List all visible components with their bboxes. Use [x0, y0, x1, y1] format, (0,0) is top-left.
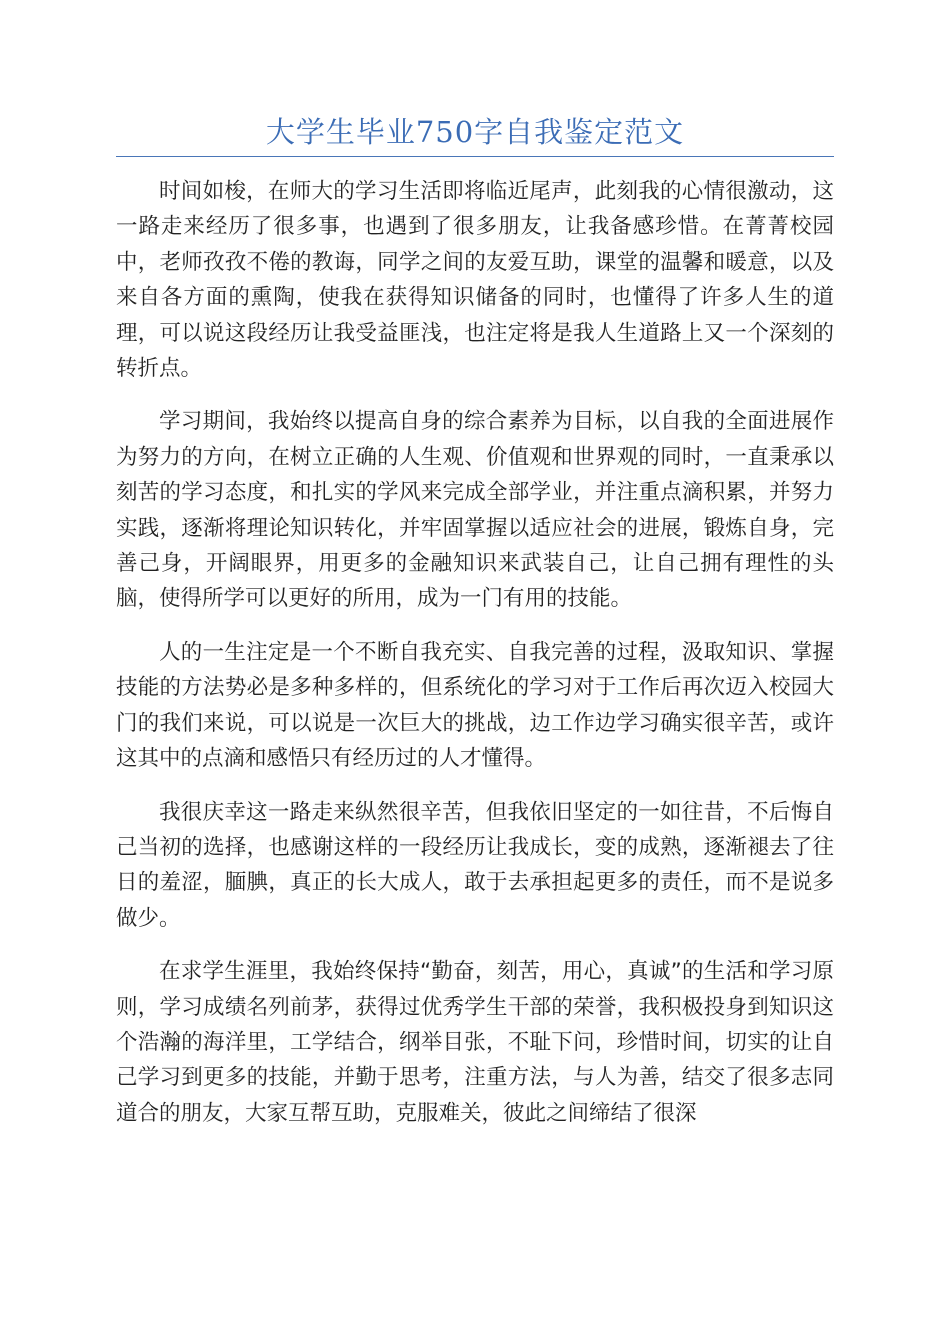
paragraph-2: 学习期间，我始终以提高自身的综合素养为目标，以自我的全面进展作为努力的方向，在树立正确的人生观、价值观和世界观的同时，一直秉承以刻苦的学习态度，和扎实的学风来完成全部学业，并注重点滴积累，并努力实践，逐渐将理论知识转化，并牢固掌握以适应社会的进展，锻炼自身，完善己身，开阔眼界，用更多的金融知识来武装自己，让自己拥有理性的头脑，使得所学可以更好的所用，成为一门有用的技能。 [116, 409, 834, 612]
title-block [116, 108, 834, 157]
document-body [116, 174, 834, 1149]
paragraph-1: 时间如梭，在师大的学习生活即将临近尾声，此刻我的心情很激动，这一路走来经历了很多事，也遇到了很多朋友，让我备感珍惜。在菁菁校园中，老师孜孜不倦的教诲，同学之间的友爱互助，课堂的温馨和暖意，以及来自各方面的熏陶，使我在获得知识储备的同时，也懂得了许多人生的道理，可以说这段经历让我受益匪浅，也注定将是我人生道路上又一个深刻的转折点。 [116, 179, 834, 382]
paragraph-4: 我很庆幸这一路走来纵然很辛苦，但我依旧坚定的一如往昔，不后悔自己当初的选择，也感谢这样的一段经历让我成长，变的成熟，逐渐褪去了往日的羞涩，腼腆，真正的长大成人，敢于去承担起更多的责任，而不是说多做少。 [116, 799, 834, 931]
paragraph-3: 人的一生注定是一个不断自我充实、自我完善的过程，汲取知识、掌握技能的方法势必是多种多样的，但系统化的学习对于工作后再次迈入校园大门的我们来说，可以说是一次巨大的挑战，边工作边学习确实很辛苦，或许这其中的点滴和感悟只有经历过的人才懂得。 [116, 639, 834, 772]
paragraph-5: 在求学生涯里，我始终保持“勤奋，刻苦，用心，真诚”的生活和学习原则，学习成绩名列前茅，获得过优秀学生干部的荣誉，我积极投身到知识这个浩瀚的海洋里，工学结合，纲举目张，不耻下问，珍惜时间，切实的让自己学习到更多的技能，并勤于思考，注重方法，与人为善，结交了很多志同道合的朋友，大家互帮互助，克服难关，彼此之间缔结了很深 [116, 959, 834, 1126]
document-title: 大学生毕业750字自我鉴定范文 [265, 115, 685, 149]
